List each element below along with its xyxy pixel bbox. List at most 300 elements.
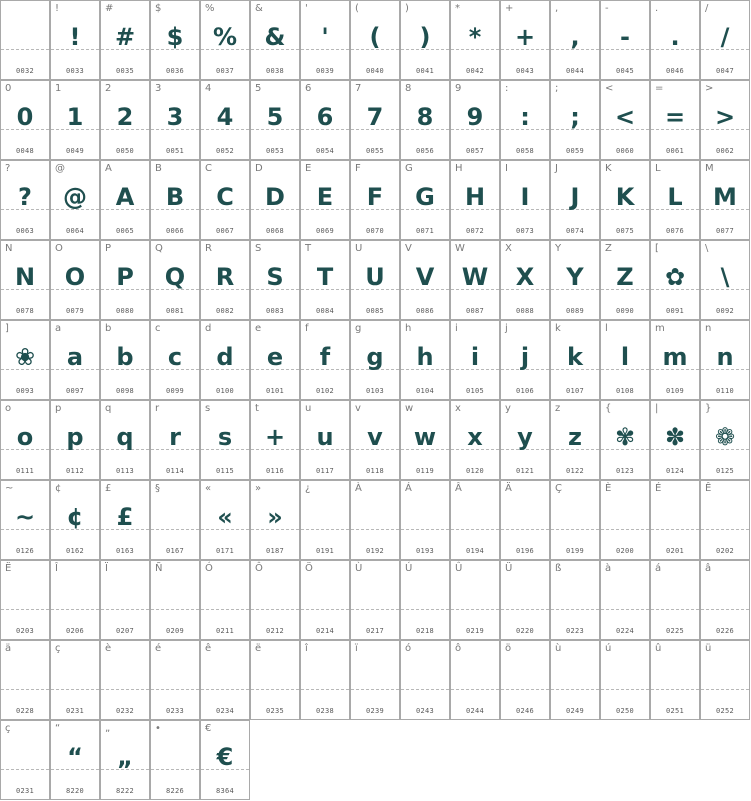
glyph-sample	[401, 657, 449, 697]
glyph-code: 0041	[415, 67, 435, 75]
glyph-cell-label: f	[305, 323, 309, 334]
glyph-cell	[350, 240, 400, 320]
glyph-cell-label: É	[655, 483, 662, 494]
glyph-code: 0193	[415, 547, 435, 555]
glyph-sample	[351, 497, 399, 537]
glyph-cell-label: C	[205, 163, 212, 174]
glyph-code: 0099	[165, 387, 185, 395]
glyph-cell-label: 1	[55, 83, 62, 94]
glyph-sample: H	[464, 183, 486, 211]
glyph-cell	[250, 640, 300, 720]
glyph-cell-label: B	[155, 163, 162, 174]
glyph-cell-label: ä	[5, 643, 12, 654]
glyph-code: 8364	[215, 787, 235, 795]
glyph-sample: C	[216, 183, 234, 211]
glyph-cell	[700, 640, 750, 720]
glyph-cell	[650, 640, 700, 720]
glyph-code: 0056	[415, 147, 435, 155]
glyph-cell-label: Ä	[505, 483, 512, 494]
glyph-cell-label: 0	[5, 83, 12, 94]
glyph-cell-label: j	[505, 323, 508, 334]
glyph-cell	[200, 240, 250, 320]
glyph-sample: W	[461, 263, 489, 291]
glyph-code: 0100	[215, 387, 235, 395]
glyph-code: 0200	[615, 547, 635, 555]
glyph-cell-label: «	[205, 483, 212, 494]
glyph-cell-label: L	[655, 163, 661, 174]
glyph-sample: -	[620, 23, 630, 51]
glyph-code: 0223	[565, 627, 585, 635]
glyph-cell	[500, 640, 550, 720]
glyph-cell-label: P	[105, 243, 112, 254]
glyph-code: 0037	[215, 67, 235, 75]
glyph-sample	[151, 577, 199, 617]
glyph-cell	[550, 240, 600, 320]
glyph-sample: !	[69, 23, 81, 51]
glyph-cell-label: A	[105, 163, 112, 174]
glyph-cell-label: ë	[255, 643, 262, 654]
glyph-cell	[50, 320, 100, 400]
glyph-cell	[450, 480, 500, 560]
glyph-code: 0209	[165, 627, 185, 635]
glyph-cell	[100, 640, 150, 720]
glyph-code: 0251	[665, 707, 685, 715]
glyph-code: 0043	[515, 67, 535, 75]
glyph-cell	[400, 160, 450, 240]
glyph-cell-label: Q	[155, 243, 163, 254]
glyph-sample	[701, 577, 749, 617]
glyph-code: 0171	[215, 547, 235, 555]
glyph-cell	[0, 240, 50, 320]
glyph-code: 0120	[465, 467, 485, 475]
glyph-sample	[51, 657, 99, 697]
glyph-cell-label: “	[55, 723, 61, 734]
glyph-sample: J	[570, 183, 580, 211]
glyph-code: 8222	[115, 787, 135, 795]
glyph-cell-label: k	[555, 323, 561, 334]
glyph-cell-label: d	[205, 323, 212, 334]
glyph-code: 0162	[65, 547, 85, 555]
glyph-code: 0066	[165, 227, 185, 235]
glyph-code: 0061	[665, 147, 685, 155]
glyph-sample: 8	[416, 103, 434, 131]
glyph-cell	[450, 400, 500, 480]
glyph-sample: l	[620, 343, 630, 371]
glyph-cell-label: ;	[555, 83, 559, 94]
glyph-cell	[250, 0, 300, 80]
glyph-cell-label: +	[505, 3, 514, 14]
glyph-cell	[650, 320, 700, 400]
glyph-sample: q	[116, 423, 134, 451]
glyph-cell	[650, 480, 700, 560]
glyph-cell-label: •	[155, 723, 161, 734]
glyph-code: 0206	[65, 627, 85, 635]
glyph-cell-label: Â	[455, 483, 462, 494]
glyph-cell	[450, 320, 500, 400]
glyph-sample: +	[264, 423, 286, 451]
glyph-code: 0105	[465, 387, 485, 395]
glyph-sample: .	[670, 23, 680, 51]
glyph-cell-label: (	[355, 3, 359, 14]
glyph-code: 0203	[15, 627, 35, 635]
glyph-cell-label: '	[305, 3, 308, 14]
glyph-cell-label: á	[655, 563, 662, 574]
glyph-cell	[300, 480, 350, 560]
glyph-sample	[101, 657, 149, 697]
glyph-code: 0054	[315, 147, 335, 155]
glyph-sample: #	[114, 23, 136, 51]
glyph-cell-label: è	[105, 643, 112, 654]
glyph-cell	[200, 160, 250, 240]
glyph-sample: Y	[566, 263, 584, 291]
glyph-cell	[200, 400, 250, 480]
glyph-sample	[301, 497, 349, 537]
glyph-code: 0052	[215, 147, 235, 155]
glyph-cell	[400, 0, 450, 80]
glyph-cell	[150, 160, 200, 240]
glyph-cell	[650, 80, 700, 160]
glyph-code: 0231	[65, 707, 85, 715]
glyph-code: 0075	[615, 227, 635, 235]
glyph-cell	[650, 560, 700, 640]
glyph-sample: y	[517, 423, 533, 451]
glyph-cell	[450, 160, 500, 240]
glyph-cell-label: W	[455, 243, 465, 254]
glyph-sample	[151, 497, 199, 537]
glyph-cell	[0, 400, 50, 480]
glyph-cell-label: a	[55, 323, 62, 334]
glyph-cell-label: E	[305, 163, 312, 174]
glyph-code: 0214	[315, 627, 335, 635]
glyph-code: 0087	[465, 307, 485, 315]
glyph-cell-label: Û	[455, 563, 463, 574]
glyph-sample: (	[369, 23, 381, 51]
glyph-cell	[50, 560, 100, 640]
glyph-sample: b	[116, 343, 134, 371]
glyph-cell-label: Ñ	[155, 563, 163, 574]
glyph-cell-label: g	[355, 323, 362, 334]
glyph-code: 0121	[515, 467, 535, 475]
glyph-code: 0244	[465, 707, 485, 715]
glyph-sample	[651, 657, 699, 697]
glyph-cell-label: c	[155, 323, 161, 334]
glyph-sample: «	[217, 503, 233, 531]
glyph-sample: p	[66, 423, 84, 451]
glyph-cell	[300, 160, 350, 240]
glyph-sample: V	[415, 263, 435, 291]
glyph-sample: 0	[16, 103, 34, 131]
glyph-sample: €	[216, 743, 234, 771]
glyph-code: 8226	[165, 787, 185, 795]
glyph-sample: ¢	[66, 503, 84, 531]
glyph-cell-label: l	[605, 323, 608, 334]
glyph-code: 0103	[365, 387, 385, 395]
glyph-cell-label: v	[355, 403, 361, 414]
glyph-sample	[501, 657, 549, 697]
glyph-cell-label: K	[605, 163, 612, 174]
glyph-cell	[500, 320, 550, 400]
glyph-sample	[1, 737, 49, 777]
glyph-cell	[550, 80, 600, 160]
glyph-sample: 9	[466, 103, 484, 131]
glyph-cell-label: $	[155, 3, 162, 14]
glyph-sample: '	[321, 23, 329, 51]
glyph-sample: 4	[216, 103, 234, 131]
glyph-sample: 5	[266, 103, 284, 131]
glyph-sample	[251, 657, 299, 697]
glyph-cell	[50, 640, 100, 720]
glyph-cell	[0, 720, 50, 800]
glyph-cell	[100, 720, 150, 800]
glyph-code: 0062	[715, 147, 735, 155]
glyph-code: 0207	[115, 627, 135, 635]
glyph-cell	[550, 480, 600, 560]
glyph-cell	[350, 160, 400, 240]
glyph-code: 0243	[415, 707, 435, 715]
glyph-cell-label: 6	[305, 83, 312, 94]
glyph-code: 0122	[565, 467, 585, 475]
glyph-code: 0113	[115, 467, 135, 475]
glyph-cell-label: 3	[155, 83, 162, 94]
glyph-code: 0047	[715, 67, 735, 75]
glyph-cell	[400, 240, 450, 320]
glyph-cell-label: p	[55, 403, 62, 414]
glyph-cell	[250, 400, 300, 480]
glyph-cell	[700, 80, 750, 160]
glyph-cell	[250, 480, 300, 560]
glyph-cell	[500, 560, 550, 640]
glyph-sample: „	[117, 743, 133, 771]
glyph-code: 0109	[665, 387, 685, 395]
glyph-sample: :	[520, 103, 530, 131]
glyph-code: 0074	[565, 227, 585, 235]
glyph-sample: k	[567, 343, 583, 371]
glyph-sample	[351, 577, 399, 617]
glyph-code: 0078	[15, 307, 35, 315]
glyph-cell	[700, 560, 750, 640]
glyph-code: 0046	[665, 67, 685, 75]
glyph-sample	[601, 577, 649, 617]
glyph-cell-label: V	[405, 243, 412, 254]
glyph-cell-label: §	[155, 483, 160, 494]
glyph-cell	[250, 80, 300, 160]
glyph-sample	[551, 577, 599, 617]
glyph-code: 0111	[15, 467, 35, 475]
glyph-cell-label: !	[55, 3, 60, 14]
glyph-cell-label: é	[155, 643, 162, 654]
glyph-cell	[100, 160, 150, 240]
glyph-sample: m	[662, 343, 688, 371]
glyph-sample: A	[115, 183, 135, 211]
glyph-cell	[50, 80, 100, 160]
glyph-code: 0219	[465, 627, 485, 635]
glyph-sample	[1, 577, 49, 617]
glyph-sample: z	[568, 423, 582, 451]
glyph-sample	[301, 657, 349, 697]
glyph-sample: x	[467, 423, 483, 451]
glyph-cell	[550, 160, 600, 240]
glyph-cell	[150, 640, 200, 720]
glyph-cell	[300, 0, 350, 80]
glyph-code: 0252	[715, 707, 735, 715]
glyph-code: 0220	[515, 627, 535, 635]
glyph-cell-label: e	[255, 323, 262, 334]
glyph-cell-label: ú	[605, 643, 612, 654]
glyph-cell	[150, 400, 200, 480]
glyph-sample: 1	[66, 103, 84, 131]
glyph-cell-label: ó	[405, 643, 412, 654]
glyph-sample: s	[217, 423, 233, 451]
glyph-cell	[650, 0, 700, 80]
glyph-sample: ?	[18, 183, 32, 211]
glyph-cell	[200, 0, 250, 80]
glyph-code: 0107	[565, 387, 585, 395]
glyph-code: 0081	[165, 307, 185, 315]
glyph-cell-label: 7	[355, 83, 362, 94]
glyph-sample	[351, 657, 399, 697]
glyph-code: 0218	[415, 627, 435, 635]
glyph-code: 0202	[715, 547, 735, 555]
glyph-code: 0070	[365, 227, 385, 235]
glyph-code: 0110	[715, 387, 735, 395]
glyph-sample: S	[266, 263, 284, 291]
glyph-sample: G	[415, 183, 435, 211]
glyph-cell-label: >	[705, 83, 714, 94]
glyph-sample: X	[515, 263, 535, 291]
glyph-cell	[350, 400, 400, 480]
glyph-cell	[600, 560, 650, 640]
glyph-sample	[551, 497, 599, 537]
glyph-cell	[550, 560, 600, 640]
glyph-cell	[150, 720, 200, 800]
glyph-cell	[300, 640, 350, 720]
glyph-cell-label: Ç	[555, 483, 562, 494]
glyph-cell	[300, 400, 350, 480]
glyph-code: 0063	[15, 227, 35, 235]
glyph-sample: ;	[570, 103, 580, 131]
glyph-cell-label: /	[705, 3, 709, 14]
glyph-sample: F	[366, 183, 384, 211]
glyph-cell	[650, 240, 700, 320]
glyph-sample: o	[16, 423, 34, 451]
glyph-cell	[700, 0, 750, 80]
glyph-cell	[350, 320, 400, 400]
glyph-cell	[600, 0, 650, 80]
glyph-cell-label: ç	[55, 643, 61, 654]
glyph-cell	[50, 720, 100, 800]
glyph-cell	[300, 80, 350, 160]
glyph-sample: @	[63, 183, 87, 211]
glyph-code: 0192	[365, 547, 385, 555]
glyph-cell	[600, 480, 650, 560]
glyph-cell-label: }	[705, 403, 712, 414]
glyph-cell-label: X	[505, 243, 512, 254]
glyph-sample: Q	[164, 263, 186, 291]
glyph-sample: n	[716, 343, 734, 371]
glyph-code: 0235	[265, 707, 285, 715]
glyph-cell	[50, 480, 100, 560]
glyph-cell-label: )	[405, 3, 409, 14]
glyph-sample: =	[664, 103, 686, 131]
glyph-cell-label: h	[405, 323, 412, 334]
glyph-sample	[451, 657, 499, 697]
glyph-sample: £	[116, 503, 134, 531]
glyph-cell-label: z	[555, 403, 561, 414]
glyph-sample	[651, 577, 699, 617]
glyph-code: 0035	[115, 67, 135, 75]
glyph-code: 0039	[315, 67, 335, 75]
glyph-sample: c	[167, 343, 183, 371]
glyph-cell-label: n	[705, 323, 712, 334]
glyph-cell-label: ü	[705, 643, 712, 654]
glyph-cell-label: s	[205, 403, 211, 414]
glyph-code: 0055	[365, 147, 385, 155]
glyph-code: 0112	[65, 467, 85, 475]
glyph-code: 0212	[265, 627, 285, 635]
glyph-sample	[201, 657, 249, 697]
glyph-sample: N	[14, 263, 36, 291]
glyph-cell-label: Ï	[105, 563, 108, 574]
glyph-cell-label: „	[105, 723, 111, 734]
glyph-cell-label: ï	[355, 643, 358, 654]
glyph-cell	[400, 320, 450, 400]
glyph-cell-label: G	[405, 163, 413, 174]
glyph-cell	[700, 320, 750, 400]
glyph-sample: ,	[570, 23, 580, 51]
glyph-cell-label: N	[5, 243, 13, 254]
glyph-code: 0232	[115, 707, 135, 715]
glyph-code: 0082	[215, 307, 235, 315]
glyph-cell-label: £	[105, 483, 112, 494]
glyph-code: 0040	[365, 67, 385, 75]
glyph-cell	[150, 0, 200, 80]
glyph-cell-label: Ô	[255, 563, 263, 574]
glyph-cell-label: b	[105, 323, 112, 334]
glyph-sample: d	[216, 343, 234, 371]
glyph-code: 0098	[115, 387, 135, 395]
glyph-cell	[250, 560, 300, 640]
glyph-code: 0108	[615, 387, 635, 395]
glyph-code: 0048	[15, 147, 35, 155]
glyph-cell-label: [	[655, 243, 659, 254]
glyph-code: 0071	[415, 227, 435, 235]
glyph-sample: U	[365, 263, 385, 291]
glyph-cell	[150, 480, 200, 560]
glyph-cell-label: t	[255, 403, 259, 414]
glyph-code: 0088	[515, 307, 535, 315]
glyph-code: 0250	[615, 707, 635, 715]
glyph-code: 0065	[115, 227, 135, 235]
glyph-cell-label: S	[255, 243, 262, 254]
glyph-sample	[451, 497, 499, 537]
glyph-cell	[500, 400, 550, 480]
glyph-cell	[100, 320, 150, 400]
glyph-code: 0084	[315, 307, 335, 315]
glyph-cell-label: I	[505, 163, 508, 174]
glyph-cell-label: R	[205, 243, 212, 254]
glyph-cell-label: r	[155, 403, 160, 414]
glyph-cell-label: â	[705, 563, 712, 574]
glyph-code: 0064	[65, 227, 85, 235]
glyph-cell	[600, 640, 650, 720]
glyph-sample: ❀	[14, 343, 36, 371]
glyph-cell	[50, 160, 100, 240]
glyph-cell	[200, 720, 250, 800]
glyph-cell	[350, 80, 400, 160]
glyph-code: 0238	[315, 707, 335, 715]
glyph-cell	[200, 480, 250, 560]
glyph-sample: /	[720, 23, 730, 51]
